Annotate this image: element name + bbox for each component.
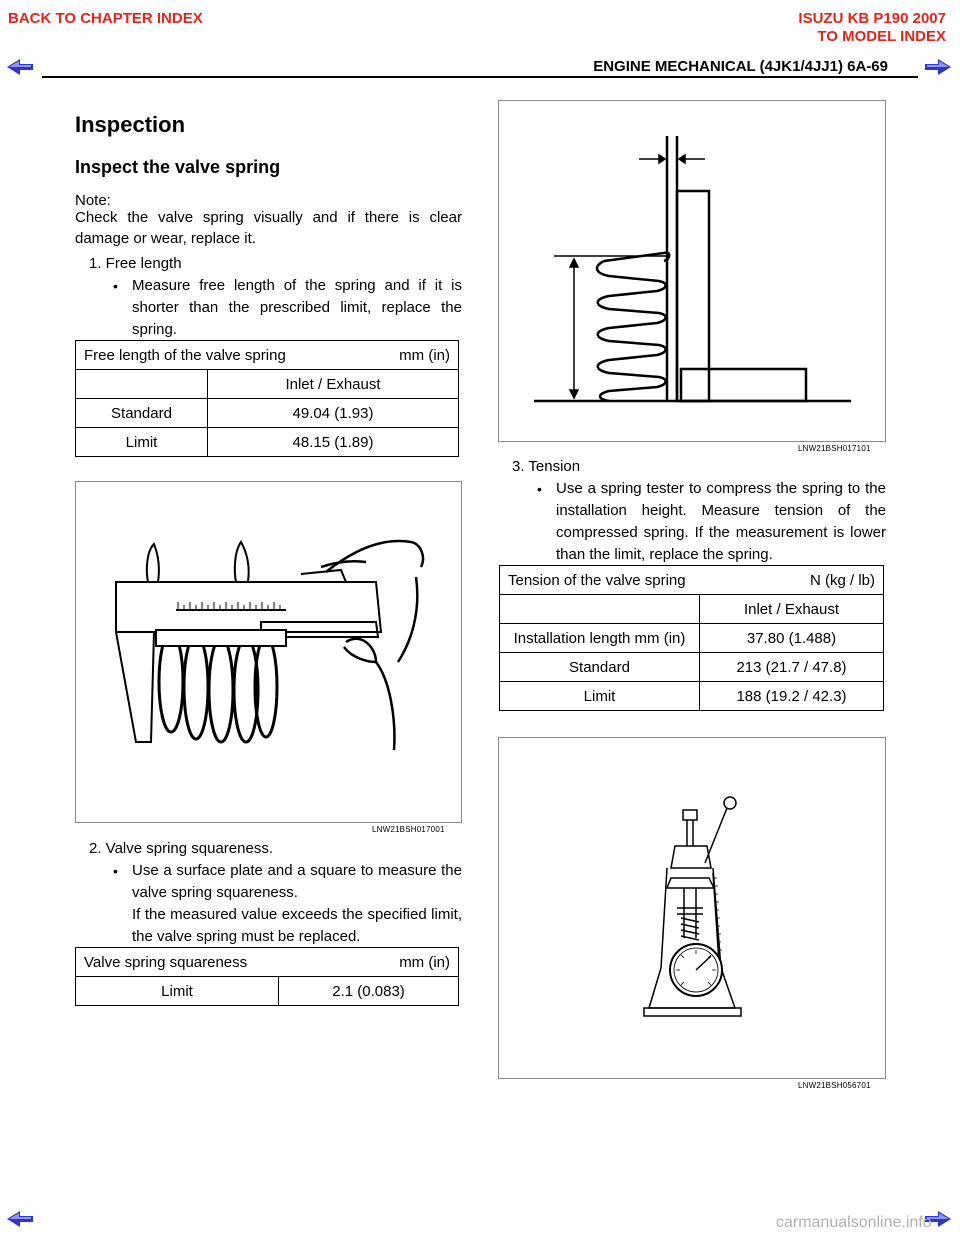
row-label: Limit [76,977,279,1006]
squareness-illustration [499,101,885,441]
row-label: Standard [76,399,208,428]
step1-bullet-list [105,275,462,341]
step1-bullet: • Measure free length of the spring and if it is shorter than the prescribed limit, replace the spring. [105,275,462,341]
model-title-link[interactable]: ISUZU KB P190 2007 [798,10,946,27]
note-text: Check the valve spring visually and if there is clear damage or wear, replace it. [75,209,462,247]
row-label: Limit [76,428,208,457]
step3-bullet-list [529,478,886,566]
back-to-chapter-index-link[interactable]: BACK TO CHAPTER INDEX [8,10,203,27]
figure-spring-tester [498,737,886,1079]
figure2-caption: LNW21BSH017101 [798,444,871,453]
row-value: 2.1 (0.083) [279,977,459,1006]
row-label: Installation length mm (in) [500,624,700,653]
table-row [76,399,459,428]
row-value: 37.80 (1.488) [700,624,884,653]
table-row [76,977,459,1006]
column-header: Inlet / Exhaust [700,595,884,624]
step2-label: 2. Valve spring squareness. [89,840,273,857]
prev-page-arrow-icon[interactable] [6,58,34,76]
free-length-table-title-cell [76,341,459,370]
row-value: 49.04 (1.93) [208,399,459,428]
step2-bullet: • Use a surface plate and a square to measure the valve spring squareness. [105,860,462,904]
row-label: Standard [500,653,700,682]
table-row [76,370,459,399]
table-row [76,428,459,457]
figure3-caption: LNW21BSH056701 [798,1081,871,1090]
column-header: Inlet / Exhaust [208,370,459,399]
note-label: Note: [75,192,111,209]
squareness-table-title-cell [76,948,459,977]
row-value: 213 (21.7 / 47.8) [700,653,884,682]
squareness-table [75,947,459,1006]
step2-bullet-list [105,860,462,904]
next-page-arrow-icon[interactable] [924,58,952,76]
row-value: 188 (19.2 / 42.3) [700,682,884,711]
free-length-table-title: Free length of the valve spring [84,346,286,364]
table-row [500,653,884,682]
caliper-illustration [76,482,461,822]
section-heading: Inspection [75,112,186,137]
tension-table-title: Tension of the valve spring [508,571,686,589]
watermark: carmanualsonline.info [776,1214,932,1231]
step1-label: 1. Free length [89,255,182,272]
prev-page-arrow-bottom-icon[interactable] [6,1210,34,1228]
step2-extra-text: If the measured value exceeds the specified limit, the valve spring must be replaced. [132,906,462,945]
free-length-table [75,340,459,457]
step3-label: 3. Tension [512,458,581,475]
row-label: Limit [500,682,700,711]
header-rule [42,76,918,78]
figure1-caption: LNW21BSH017001 [372,825,445,834]
page-title: ENGINE MECHANICAL (4JK1/4JJ1) 6A-69 [593,58,888,75]
table-row [500,595,884,624]
squareness-table-unit: mm (in) [399,953,451,971]
table-cell [76,370,208,399]
figure-squareness [498,100,886,442]
row-value: 48.15 (1.89) [208,428,459,457]
to-model-index-link[interactable]: TO MODEL INDEX [817,28,946,45]
tension-table [499,565,884,711]
tension-table-title-cell [500,566,884,595]
step3-bullet: • Use a spring tester to compress the spring to the installation height. Measure tension of the compressed spring. If the measurement is lower than the limit, replace the spring. [529,478,886,566]
squareness-table-title: Valve spring squareness [84,953,248,971]
spring-tester-illustration [499,738,885,1078]
figure-caliper [75,481,462,823]
free-length-table-unit: mm (in) [399,346,450,364]
subsection-heading: Inspect the valve spring [75,157,281,177]
table-cell [500,595,700,624]
table-row [500,682,884,711]
tension-table-unit: N (kg / lb) [809,571,875,589]
table-row [500,624,884,653]
